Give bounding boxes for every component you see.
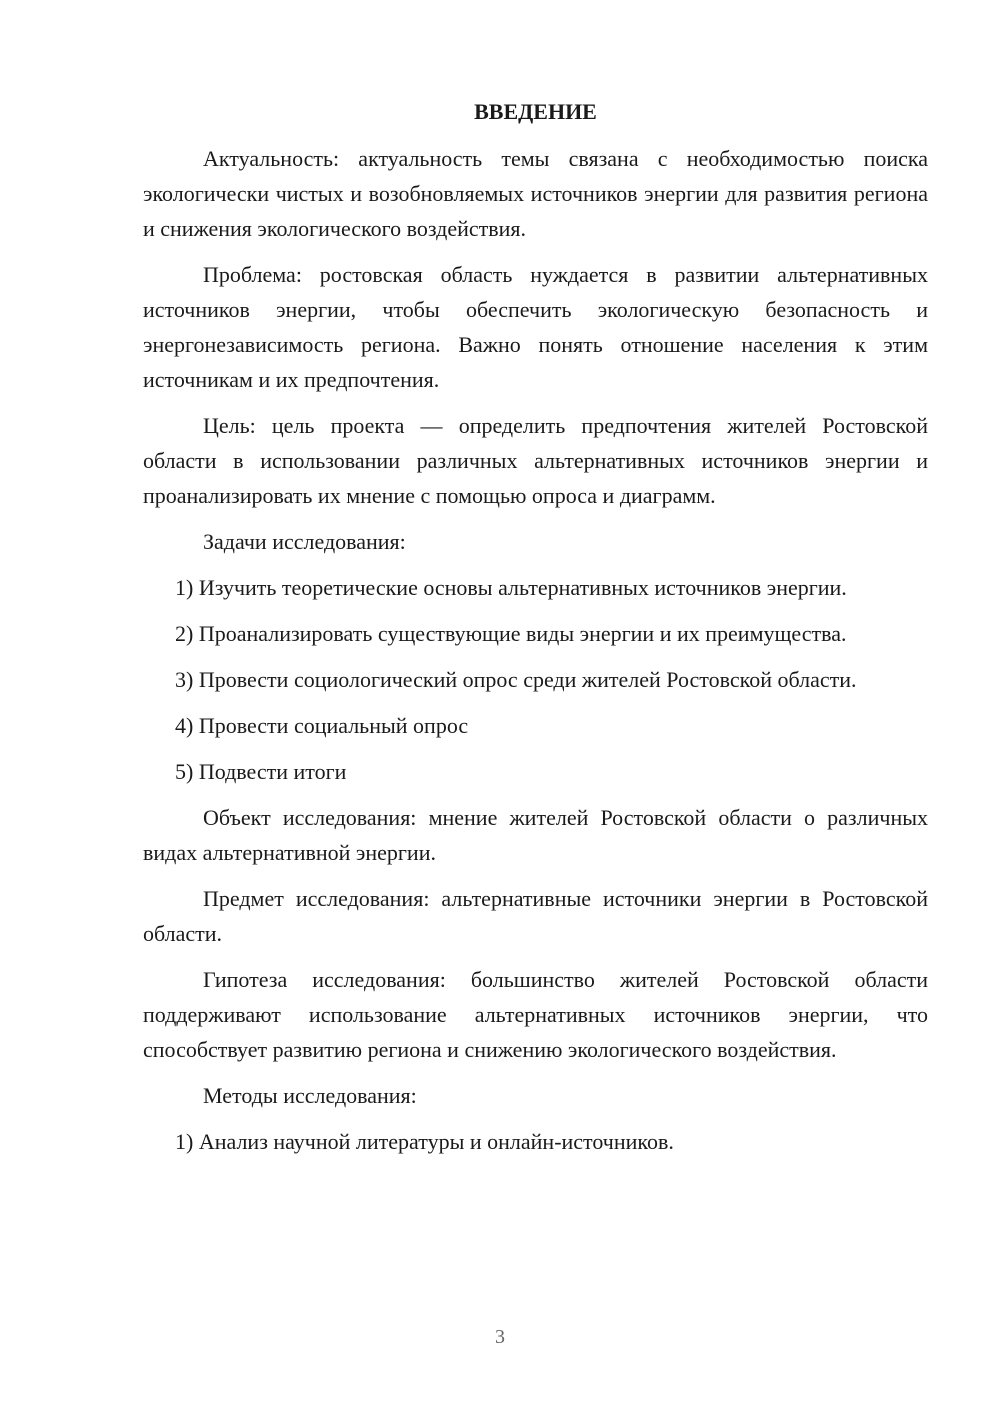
goal-paragraph: Цель: цель проекта — определить предпочтения жителей Ростовской области в использовании различных альтернативных источников энергии и проанализировать их мнение с помощью опроса и диаграмм. [143,413,928,508]
object-paragraph: Объект исследования: мнение жителей Ростовской области о различных видах альтернативной энергии. [143,805,928,865]
problem-paragraph: Проблема: ростовская область нуждается в развитии альтернативных источников энергии, чтобы обеспечить экологическую безопасность и энергонезависимость региона. Важно понять отношение населения к этим источникам и их предпочтения. [143,262,928,392]
task-item: 2) Проанализировать существующие виды энергии и их преимущества. [175,621,847,646]
section-heading: ВВЕДЕНИЕ [474,99,597,124]
tasks-title: Задачи исследования: [203,529,406,554]
task-item: 3) Провести социологический опрос среди жителей Ростовской области. [175,667,857,692]
hypothesis-paragraph: Гипотеза исследования: большинство жителей Ростовской области поддерживают использование альтернативных источников энергии, что способствует развитию региона и снижению экологического воздействия. [143,967,928,1062]
task-item: 4) Провести социальный опрос [175,713,469,738]
task-item: 5) Подвести итоги [175,759,347,784]
method-item: 1) Анализ научной литературы и онлайн-источников. [175,1129,674,1154]
task-item: 1) Изучить теоретические основы альтернативных источников энергии. [175,575,847,600]
methods-title: Методы исследования: [203,1083,417,1108]
subject-paragraph: Предмет исследования: альтернативные источники энергии в Ростовской области. [143,886,928,946]
page-number: 3 [495,1326,505,1348]
relevance-paragraph: Актуальность: актуальность темы связана с необходимостью поиска экологически чистых и возобновляемых источников энергии для развития региона и снижения экологического воздействия. [143,146,928,241]
document-body [143,94,928,1170]
